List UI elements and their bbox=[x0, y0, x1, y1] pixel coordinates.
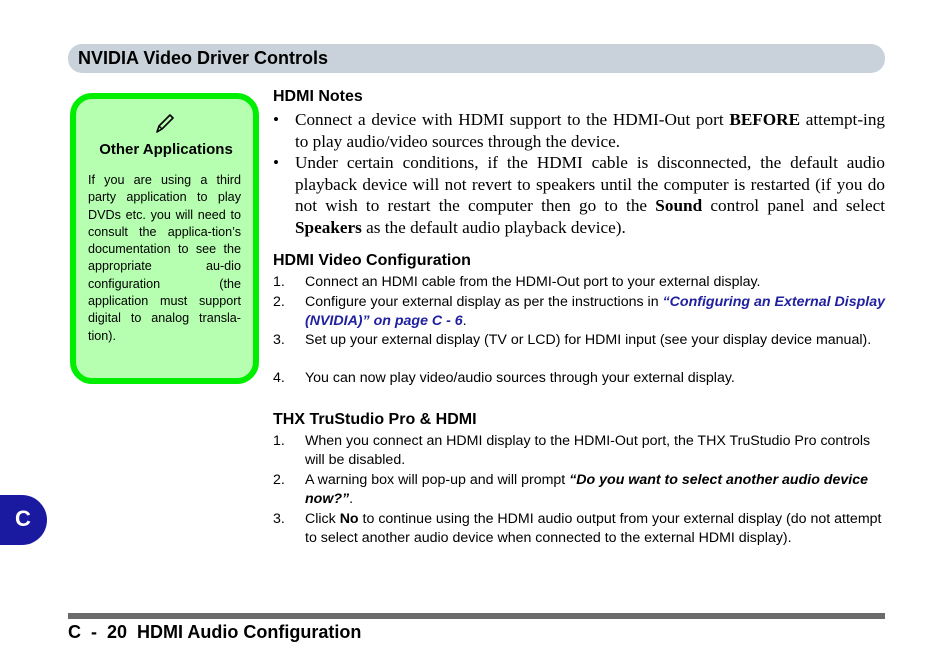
note-text-part: Connect a device with HDMI support to the HDMI-Out port bbox=[295, 110, 730, 129]
list-number: 1. bbox=[273, 433, 285, 449]
note-emphasis: Speakers bbox=[295, 217, 362, 237]
list-number: 2. bbox=[273, 294, 285, 310]
video-config-heading: HDMI Video Configuration bbox=[273, 252, 471, 269]
prompt-quote: “Do you want to select another audio device now?” bbox=[305, 472, 868, 508]
list-text: Connect an HDMI cable from the HDMI-Out port to your external display. bbox=[305, 274, 761, 290]
list-number: 3. bbox=[273, 332, 285, 348]
hdmi-notes-heading: HDMI Notes bbox=[273, 88, 363, 105]
bullet-icon: • bbox=[273, 110, 280, 129]
list-text: . bbox=[462, 313, 467, 330]
note-text-part: attempt-ing to play audio/video sources through the device. bbox=[295, 110, 886, 151]
hdmi-note-2 bbox=[273, 152, 885, 240]
list-text: Click bbox=[305, 511, 340, 527]
list-number: 4. bbox=[273, 370, 285, 386]
list-text: Configure your external display as per the instructions in bbox=[305, 294, 663, 310]
note-text-part: as the default audio playback device). bbox=[361, 217, 626, 237]
bullet-icon: • bbox=[273, 153, 280, 172]
list-number: 2. bbox=[273, 472, 285, 488]
list-text: . bbox=[349, 491, 354, 508]
page-header-title: NVIDIA Video Driver Controls bbox=[78, 48, 329, 68]
thx-heading: THX TruStudio Pro & HDMI bbox=[273, 411, 477, 428]
list-number: 3. bbox=[273, 511, 285, 527]
hdmi-note-1 bbox=[273, 109, 885, 153]
note-text-part: control panel and select bbox=[702, 196, 885, 216]
note-emphasis: BEFORE bbox=[729, 110, 801, 129]
footer-title: HDMI Audio Configuration bbox=[137, 622, 362, 642]
page-footer bbox=[68, 620, 361, 644]
note-text: If you are using a third party application to play DVDs etc. you will need to consult the applica-tion’s documentation to see the appropriate au-dio configuration (the application must support digital to analog transla-tion). bbox=[88, 173, 241, 343]
chapter-tab-label: C bbox=[15, 506, 31, 531]
note-emphasis: Sound bbox=[655, 196, 703, 216]
list-text: When you connect an HDMI display to the HDMI-Out port, the THX TruStudio Pro controls will be disabled. bbox=[305, 433, 871, 469]
list-emphasis: No bbox=[339, 511, 359, 527]
pencil-icon bbox=[152, 112, 176, 136]
cross-reference-link[interactable]: “Configuring an External Display (NVIDIA)” on page C - 6 bbox=[305, 294, 885, 330]
list-text: A warning box will pop-up and will prompt bbox=[305, 472, 570, 488]
list-number: 1. bbox=[273, 274, 285, 290]
note-title: Other Applications bbox=[99, 141, 233, 158]
note-text-part: Under certain conditions, if the HDMI cable is disconnected, the default audio playback device will not revert to speakers until the computer is restarted (if you do not wish to restart the computer then go to the bbox=[295, 153, 885, 216]
footer-rule bbox=[68, 613, 885, 619]
list-text: to continue using the HDMI audio output from your external display (do not attempt to select another audio device when connected to the external HDMI display). bbox=[305, 511, 882, 547]
page-number: C - 20 bbox=[68, 622, 128, 642]
list-text: You can now play video/audio sources through your external display. bbox=[305, 370, 735, 386]
list-text: Set up your external display (TV or LCD) for HDMI input (see your display device manual). bbox=[305, 332, 872, 348]
